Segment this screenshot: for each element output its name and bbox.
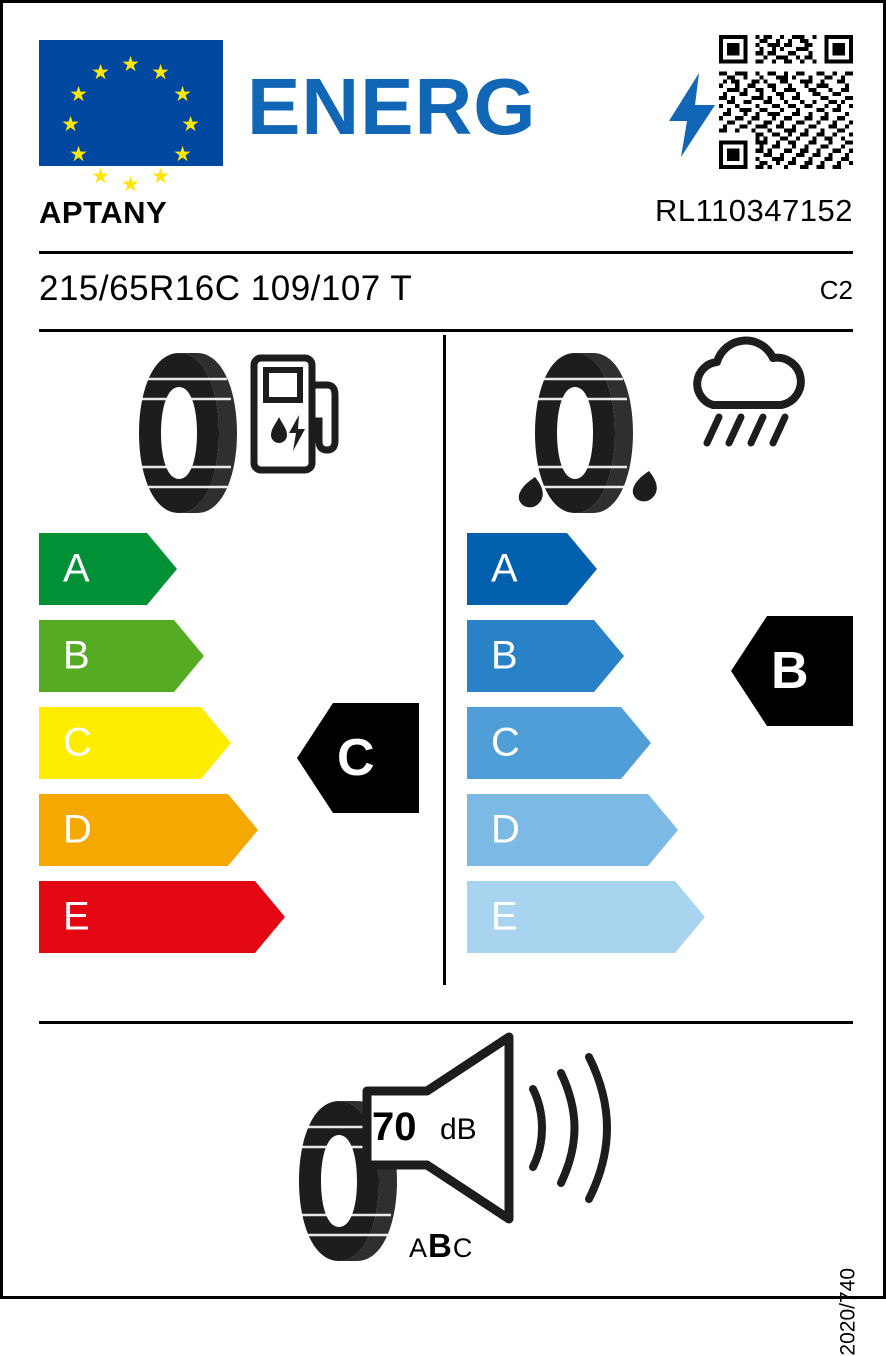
fuel-pump-icon (251, 355, 339, 473)
grade-letter: C (491, 720, 520, 765)
grade-row (39, 794, 285, 866)
qr-code-icon (719, 35, 853, 169)
fuel-grade-scale (39, 533, 285, 968)
wet-grip-selected-grade (731, 616, 853, 726)
wet-grip-scale (467, 533, 705, 968)
brand-row (39, 193, 853, 255)
grade-letter: D (491, 807, 520, 852)
brand-name: APTANY (39, 195, 168, 230)
page-title: ENERG (247, 62, 537, 151)
grade-row (39, 533, 285, 605)
grade-letter: E (491, 894, 518, 939)
wet-grip-panel (467, 335, 853, 995)
fuel-efficiency-panel (39, 335, 439, 995)
fuel-selected-grade (297, 703, 419, 813)
grade-row (39, 620, 285, 692)
grade-letter: E (63, 894, 90, 939)
selected-grade-letter: B (771, 642, 809, 700)
grade-letter: C (63, 720, 92, 765)
lightning-bolt-icon (669, 73, 715, 157)
grade-letter: A (491, 546, 518, 591)
grade-row (467, 533, 705, 605)
grade-arrow-a (39, 533, 177, 605)
grade-row (39, 881, 285, 953)
grade-letter: B (491, 633, 518, 678)
selected-grade-letter: C (337, 729, 375, 787)
noise-class-c: C (452, 1233, 474, 1263)
eu-flag-icon: ★ ★ ★ ★ ★ ★ ★ ★ ★ ★ ★ ★ (39, 40, 223, 166)
grade-row (467, 794, 705, 866)
tyre-size-row (39, 269, 853, 321)
noise-value: 70 (372, 1105, 417, 1149)
tyre-size: 215/65R16C 109/107 T (39, 269, 413, 308)
tyre-class: C2 (819, 275, 853, 305)
label-header (39, 35, 853, 196)
grade-row (467, 881, 705, 953)
noise-class-a: A (409, 1233, 429, 1263)
fuel-efficiency-icons (39, 335, 439, 520)
model-code: RL110347152 (655, 193, 853, 228)
grade-arrow-a (467, 533, 597, 605)
wet-grip-icons (467, 335, 853, 520)
noise-class-scale (409, 1227, 473, 1265)
noise-unit: dB (440, 1113, 477, 1146)
grade-row (467, 707, 705, 779)
divider-1 (39, 251, 853, 254)
divider-3 (39, 1021, 853, 1024)
vertical-divider (443, 335, 446, 985)
rain-cloud-icon (685, 343, 809, 453)
noise-class-b: B (428, 1227, 453, 1264)
grade-row (467, 620, 705, 692)
grade-row (39, 707, 285, 779)
grade-letter: A (63, 546, 90, 591)
grade-letter: D (63, 807, 92, 852)
divider-2 (39, 329, 853, 332)
grade-letter: B (63, 633, 90, 678)
regulation-reference: 2020/740 (837, 1268, 860, 1356)
